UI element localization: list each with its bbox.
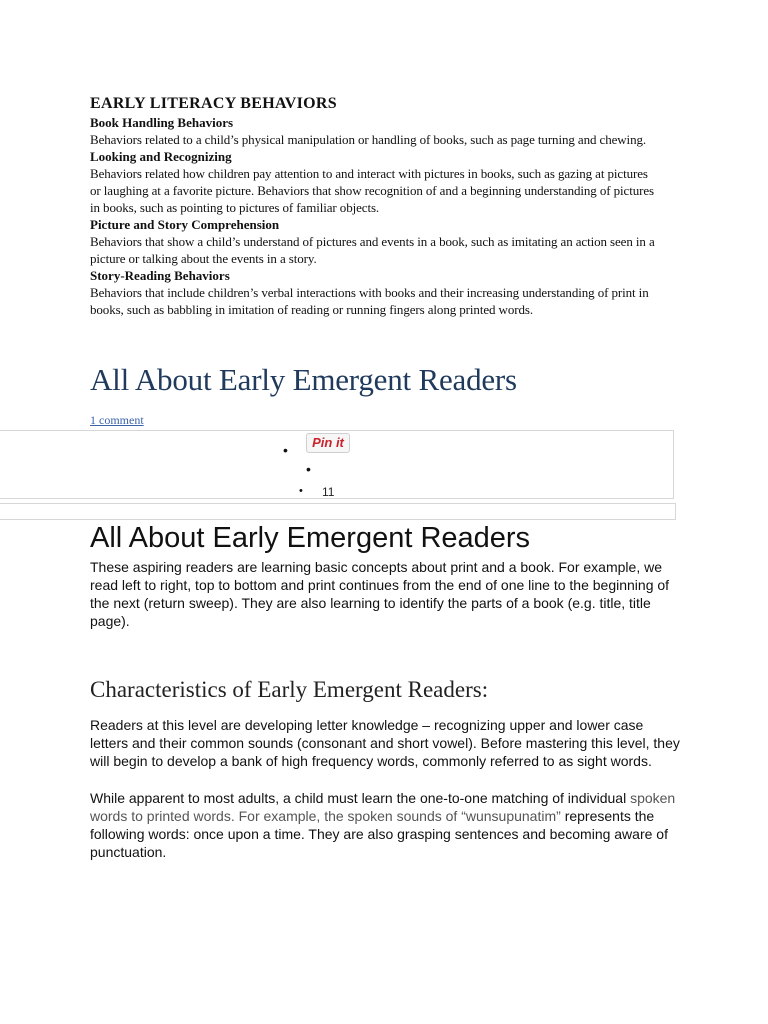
pin-it-label: Pin it [312,435,344,450]
article-body [90,520,680,861]
pin-it-button[interactable] [306,433,350,453]
article-title: All About Early Emergent Readers [90,522,531,554]
list-bullet: • [283,442,288,458]
characteristics-paragraph-1: Readers at this level are developing letter knowledge – recognizing upper and lower case letters and their common sounds (consonant and short vowel). Before mastering this level, they will begin to develop a bank of high frequency words, commonly referred to as sight words. [90,717,680,769]
section-heading-book-handling: Book Handling Behaviors [90,115,234,130]
characteristics-heading: Characteristics of Early Emergent Readers: [90,677,489,702]
paragraph-2-line-1: While apparent to most adults, a child must learn the one-to-one matching of individual [90,790,627,806]
section-text-book-handling: Behaviors related to a child’s physical manipulation or handling of books, such as page turning and chewing. [90,132,647,147]
intro-paragraph: These aspiring readers are learning basic concepts about print and a book. For example, we read left to right, top to bottom and print continues from the end of one line to the beginning of the next (return sweep). They are also learning to identify the parts of a book (e.g. title, title page). [90,559,670,629]
section-text-story-reading: Behaviors that include children’s verbal interactions with books and their increasing understanding of print in books, such as babbling in imitation of reading or running fingers along printed words. [90,285,649,317]
divider-box [0,503,676,520]
comments-link[interactable]: 1 comment [90,413,144,427]
section-heading-picture-story: Picture and Story Comprehension [90,217,280,232]
section-text-looking-recognizing: Behaviors related how children pay attention to and interact with pictures in books, such as gazing at pictures or laughing at a favorite picture. Behaviors that show recognition of and a beginning understanding of pictures in books, such as pointing to pictures of familiar objects. [90,166,654,215]
section-text-picture-story: Behaviors that show a child’s understand of pictures and events in a book, such as imitating an action seen in a picture or talking about the events in a story. [90,234,655,266]
literacy-title: EARLY LITERACY BEHAVIORS [90,95,337,112]
characteristics-paragraph-2 [90,789,680,861]
share-bar [0,430,674,499]
list-bullet: • [306,461,311,477]
post-title: All About Early Emergent Readers [90,362,517,397]
early-literacy-section [90,94,660,318]
paragraph-2-line-3: represents the following words: once upon a time. They are also grasping sentences and becoming aware of punctuation. [90,808,668,860]
list-bullet: • [299,485,303,497]
share-count: 11 [322,485,335,499]
paragraph-2-line-2: spoken words to printed words. For example, the spoken sounds of “wunsupunatim” [90,790,676,824]
section-heading-looking-recognizing: Looking and Recognizing [90,149,232,164]
section-heading-story-reading: Story-Reading Behaviors [90,268,230,283]
